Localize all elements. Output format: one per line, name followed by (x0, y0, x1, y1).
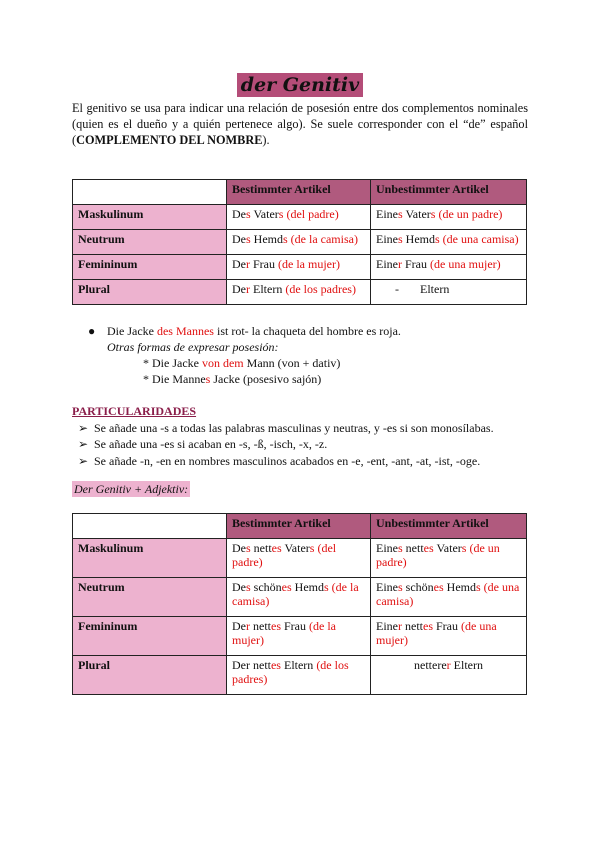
section-heading: PARTICULARIDADES (72, 404, 197, 418)
example-line: * Die Jacke von dem Mann (von + dativ) (143, 356, 341, 370)
adjektiv-heading: Der Genitiv + Adjektiv: (74, 482, 189, 496)
example-subheading: Otras formas de expresar posesión: (107, 340, 279, 354)
row-label: Maskulinum (73, 205, 227, 230)
cell-def: Des Hemds (de la camisa) (227, 230, 371, 255)
cell-indef: Eines nettes Vaters (de un padre) (371, 539, 527, 578)
arrow-icon: ➢ (78, 437, 89, 451)
row-label: Neutrum (73, 578, 227, 617)
table-row (73, 205, 527, 230)
header-bestimmt: Bestimmter Artikel (227, 514, 371, 539)
row-label: Femininum (73, 617, 227, 656)
bullet-icon: ● (88, 324, 96, 338)
row-label: Maskulinum (73, 539, 227, 578)
cell-def: Der nettes Frau (de la mujer) (227, 617, 371, 656)
arrow-icon: ➢ (78, 453, 89, 468)
page-title: der Genitiv (0, 74, 600, 96)
header-bestimmt: Bestimmter Artikel (227, 180, 371, 205)
table-header-row (73, 180, 527, 205)
list-item: ➢ Se añade una -s a todas las palabras masculinas y neutras, y -es si son monosílabas. (78, 420, 494, 435)
header-unbestimmt: Unbestimmter Artikel (371, 180, 527, 205)
example-line: * Die Mannes Jacke (posesivo sajón) (143, 372, 322, 386)
row-label: Neutrum (73, 230, 227, 255)
example-line: Die Jacke des Mannes ist rot- la chaqueta del hombre es roja. (107, 324, 401, 338)
list-item: ➢ Se añade -n, -en en nombres masculinos acabados en -e, -ent, -ant, -at, -ist, -oge. (78, 453, 481, 468)
table-row (73, 617, 527, 656)
cell-def: Des nettes Vaters (del padre) (227, 539, 371, 578)
list-item: ➢ Se añade una -es si acaban en -s, -ß, -isch, -x, -z. (78, 437, 328, 451)
table-row (73, 280, 527, 305)
table-header-row (73, 514, 527, 539)
table-row (73, 230, 527, 255)
row-label: Plural (73, 656, 227, 695)
cell-def: Des Vaters (del padre) (227, 205, 371, 230)
cell-indef: Eines Hemds (de una camisa) (371, 230, 527, 255)
genitiv-adjektiv-table (72, 513, 527, 695)
cell-def: Der nettes Eltern (de los padres) (227, 656, 371, 695)
header-unbestimmt: Unbestimmter Artikel (371, 514, 527, 539)
cell-def: Des schönes Hemds (de la camisa) (227, 578, 371, 617)
genitiv-article-table (72, 179, 527, 305)
table-row (73, 656, 527, 695)
intro-paragraph: El genitivo se usa para indicar una relación de posesión entre dos complementos nominales (quien es el dueño y a quién pertenece algo). Se suele corresponder con el “de” español (COMPLEMENTO DEL NOMBRE). (72, 101, 528, 147)
arrow-icon: ➢ (78, 420, 89, 435)
table-row (73, 539, 527, 578)
cell-indef: netterer Eltern (371, 656, 527, 695)
cell-indef: Einer nettes Frau (de una mujer) (371, 617, 527, 656)
cell-def: Der Frau (de la mujer) (227, 255, 371, 280)
table-row (73, 578, 527, 617)
table-row (73, 255, 527, 280)
cell-indef: Eines Vaters (de un padre) (371, 205, 527, 230)
cell-def: Der Eltern (de los padres) (227, 280, 371, 305)
cell-indef: Einer Frau (de una mujer) (371, 255, 527, 280)
cell-indef: - Eltern (371, 280, 527, 305)
examples-block (88, 323, 401, 387)
row-label: Plural (73, 280, 227, 305)
cell-indef: Eines schönes Hemds (de una camisa) (371, 578, 527, 617)
row-label: Femininum (73, 255, 227, 280)
particularidades-section (72, 403, 494, 469)
